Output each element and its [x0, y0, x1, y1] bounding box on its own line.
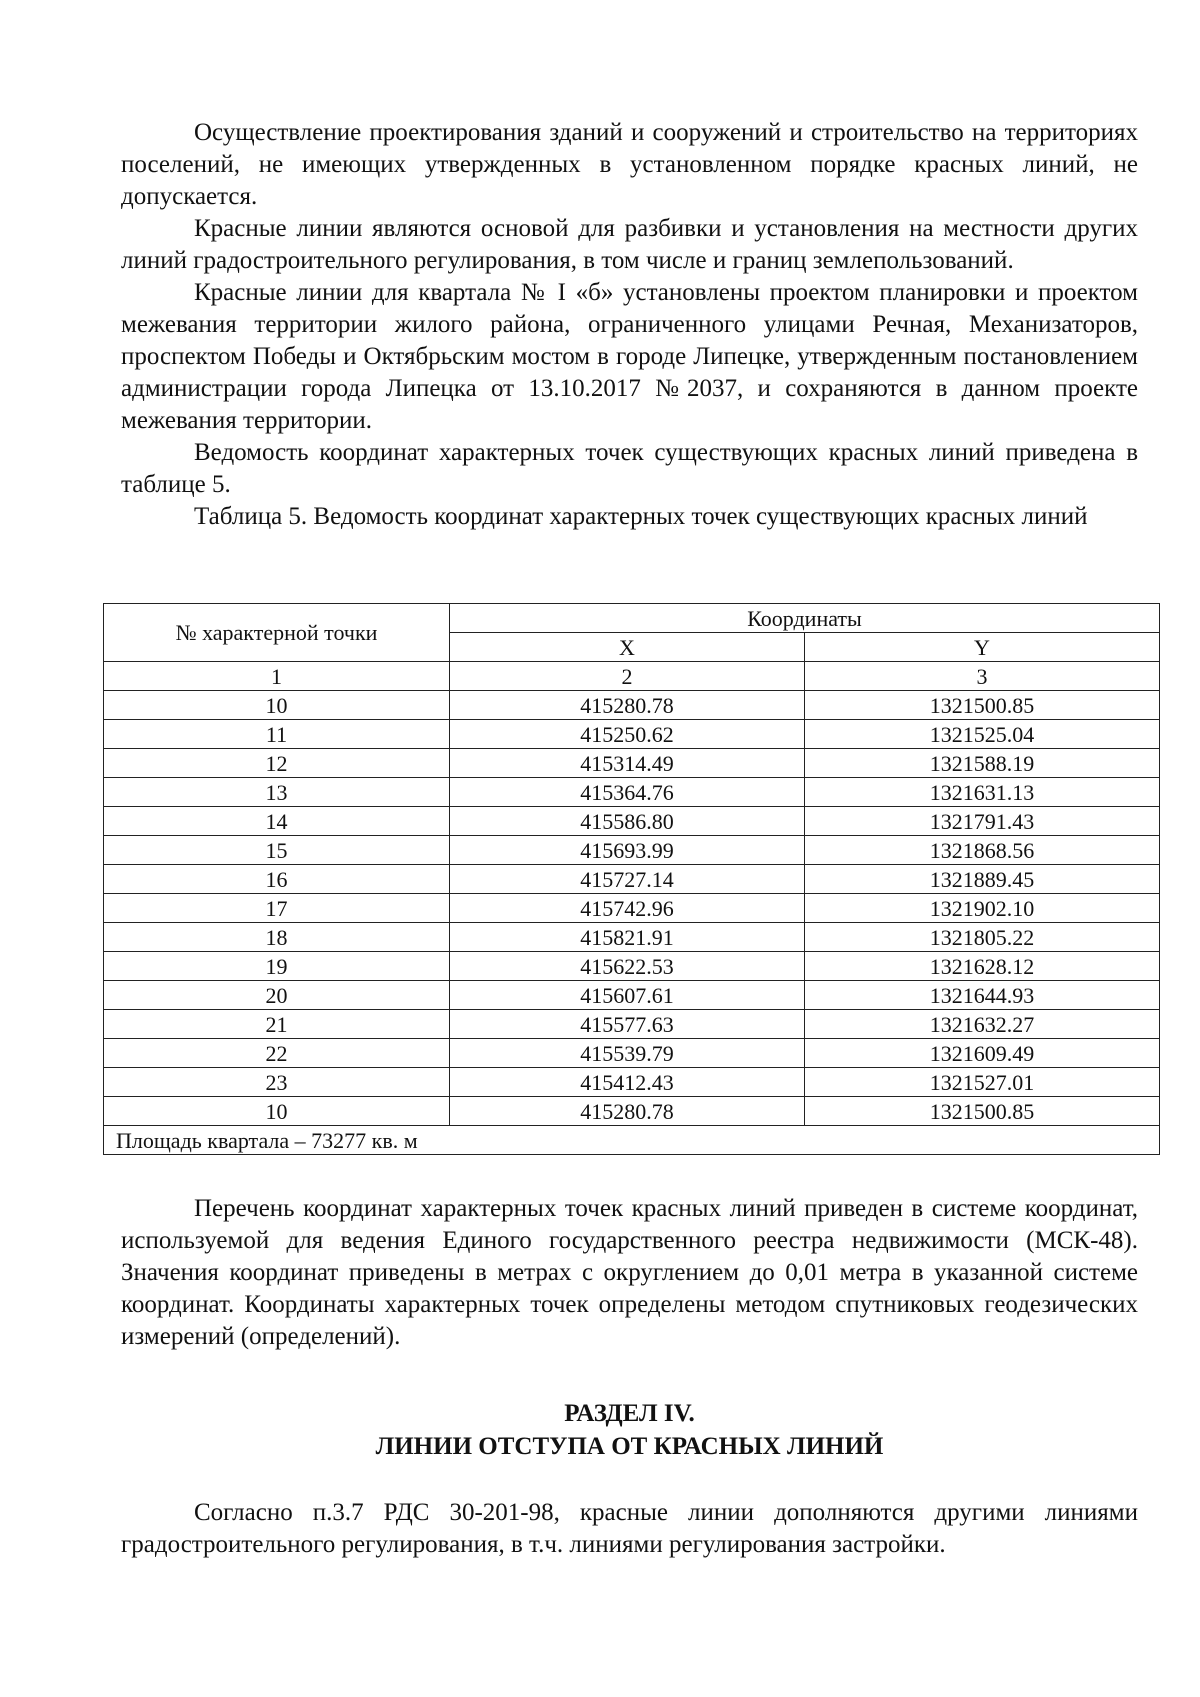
table-row [104, 1068, 1160, 1097]
paragraph-regulation-lines: Согласно п.3.7 РДС 30-201-98, красные линии дополняются другими линиями градостроительного регулирования, в т.ч. линиями регулирования застройки. [121, 1499, 1138, 1558]
table-body [104, 691, 1160, 1126]
cell-point: 21 [104, 1010, 450, 1039]
table-caption: Таблица 5. Ведомость координат характерных точек существующих красных линий [194, 503, 1088, 530]
cell-y: 1321588.19 [805, 749, 1160, 778]
cell-x: 415727.14 [450, 865, 805, 894]
cell-x: 415586.80 [450, 807, 805, 836]
table-row [104, 1010, 1160, 1039]
table-row [104, 1097, 1160, 1126]
cell-x: 415622.53 [450, 952, 805, 981]
cell-y: 1321805.22 [805, 923, 1160, 952]
table-row [104, 807, 1160, 836]
paragraph-design-restriction: Осуществление проектирования зданий и сооружений и строительство на территориях поселений, не имеющих утвержденных в установленном порядке красных линий, не допускается. [121, 119, 1138, 210]
cell-y: 1321628.12 [805, 952, 1160, 981]
table-row [104, 1039, 1160, 1068]
header-point-number: № характерной точки [104, 604, 450, 662]
table-row [104, 836, 1160, 865]
cell-y: 1321500.85 [805, 691, 1160, 720]
cell-point: 11 [104, 720, 450, 749]
cell-point: 16 [104, 865, 450, 894]
table-row [104, 749, 1160, 778]
table-row [104, 720, 1160, 749]
cell-y: 1321500.85 [805, 1097, 1160, 1126]
header-coordinates: Координаты [450, 604, 1160, 633]
cell-x: 415539.79 [450, 1039, 805, 1068]
cell-point: 15 [104, 836, 450, 865]
cell-y: 1321902.10 [805, 894, 1160, 923]
cell-y: 1321527.01 [805, 1068, 1160, 1097]
intro-text [121, 117, 1138, 533]
table-row [104, 865, 1160, 894]
section-heading [121, 1397, 1138, 1463]
cell-y: 1321632.27 [805, 1010, 1160, 1039]
paragraph-coordinate-system: Перечень координат характерных точек красных линий приведен в системе координат, используемой для ведения Единого государственного реестра недвижимости (МСК-48). Значения координат приведены в метрах с округлением до 0,01 метра в указанной системе координат. Координаты характерных точек определены методом спутниковых геодезических измерений (определений). [121, 1195, 1138, 1350]
section-number: РАЗДЕЛ IV. [564, 1400, 695, 1427]
paragraph-red-lines-basis: Красные линии являются основой для разбивки и установления на местности других линий градостроительного регулирования, в том числе и границ землепользований. [121, 215, 1138, 274]
cell-x: 415821.91 [450, 923, 805, 952]
cell-x: 415693.99 [450, 836, 805, 865]
cell-x: 415364.76 [450, 778, 805, 807]
cell-x: 415280.78 [450, 1097, 805, 1126]
header-y: Y [805, 633, 1160, 662]
cell-point: 10 [104, 1097, 450, 1126]
cell-point: 10 [104, 691, 450, 720]
coordinates-table [103, 603, 1160, 1155]
cell-y: 1321609.49 [805, 1039, 1160, 1068]
table-row [104, 952, 1160, 981]
paragraph-coordinates-reference: Ведомость координат характерных точек существующих красных линий приведена в таблице 5. [121, 439, 1138, 498]
cell-point: 22 [104, 1039, 450, 1068]
cell-y: 1321644.93 [805, 981, 1160, 1010]
table-row [104, 778, 1160, 807]
column-number-2: 2 [450, 662, 805, 691]
cell-point: 12 [104, 749, 450, 778]
cell-point: 19 [104, 952, 450, 981]
cell-point: 20 [104, 981, 450, 1010]
cell-y: 1321525.04 [805, 720, 1160, 749]
cell-point: 17 [104, 894, 450, 923]
header-x: X [450, 633, 805, 662]
cell-y: 1321631.13 [805, 778, 1160, 807]
cell-point: 13 [104, 778, 450, 807]
cell-x: 415577.63 [450, 1010, 805, 1039]
section-title: ЛИНИИ ОТСТУПА ОТ КРАСНЫХ ЛИНИЙ [375, 1433, 884, 1460]
cell-y: 1321889.45 [805, 865, 1160, 894]
cell-point: 23 [104, 1068, 450, 1097]
paragraph-red-lines-quarter: Красные линии для квартала № I «б» установлены проектом планировки и проектом межевания территории жилого района, ограниченного улицами Речная, Механизаторов, проспектом Победы и Октябрьским мостом в городе Липецке, утвержденным постановлением администрации города Липецка от 13.10.2017 №2037, и сохраняются в данном проекте межевания территории. [121, 279, 1138, 434]
cell-x: 415314.49 [450, 749, 805, 778]
table-row [104, 894, 1160, 923]
quarter-area: Площадь квартала – 73277 кв. м [104, 1126, 1160, 1155]
cell-x: 415250.62 [450, 720, 805, 749]
cell-point: 14 [104, 807, 450, 836]
cell-x: 415742.96 [450, 894, 805, 923]
cell-y: 1321791.43 [805, 807, 1160, 836]
table-row [104, 923, 1160, 952]
cell-x: 415607.61 [450, 981, 805, 1010]
cell-y: 1321868.56 [805, 836, 1160, 865]
table-row [104, 691, 1160, 720]
table-row [104, 981, 1160, 1010]
final-text [121, 1497, 1138, 1561]
column-number-1: 1 [104, 662, 450, 691]
cell-point: 18 [104, 923, 450, 952]
cell-x: 415280.78 [450, 691, 805, 720]
after-table-text [121, 1193, 1138, 1353]
column-number-3: 3 [805, 662, 1160, 691]
cell-x: 415412.43 [450, 1068, 805, 1097]
